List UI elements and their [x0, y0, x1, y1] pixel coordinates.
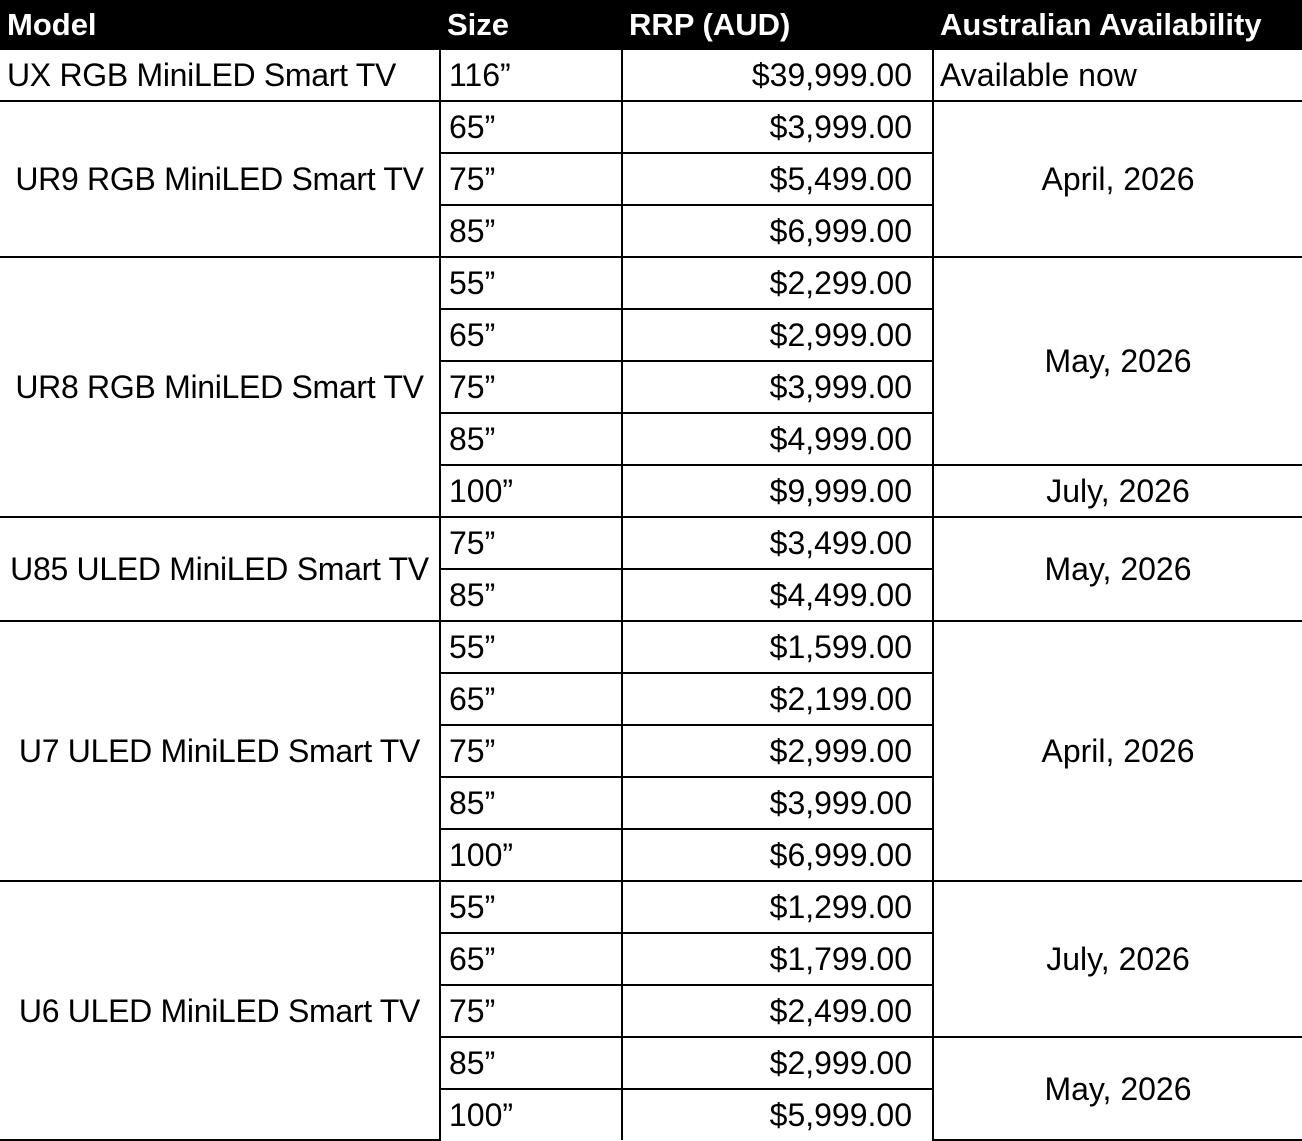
size-cell: 85”	[440, 777, 622, 829]
model-cell: U85 ULED MiniLED Smart TV	[0, 517, 440, 621]
availability-cell: May, 2026	[933, 257, 1302, 465]
size-cell: 55”	[440, 621, 622, 673]
availability-cell: April, 2026	[933, 101, 1302, 257]
price-cell: $9,999.00	[622, 465, 933, 517]
size-cell: 85”	[440, 205, 622, 257]
table-row	[0, 881, 1302, 933]
model-cell: U7 ULED MiniLED Smart TV	[0, 621, 440, 881]
price-cell: $5,999.00	[622, 1089, 933, 1140]
price-cell: $6,999.00	[622, 829, 933, 881]
size-cell: 65”	[440, 101, 622, 153]
header-row	[0, 0, 1302, 50]
size-cell: 85”	[440, 413, 622, 465]
size-cell: 85”	[440, 1037, 622, 1089]
size-cell: 65”	[440, 673, 622, 725]
size-cell: 65”	[440, 933, 622, 985]
price-cell: $1,799.00	[622, 933, 933, 985]
size-cell: 75”	[440, 725, 622, 777]
size-cell: 75”	[440, 517, 622, 569]
price-cell: $2,999.00	[622, 1037, 933, 1089]
size-cell: 100”	[440, 1089, 622, 1140]
price-cell: $2,199.00	[622, 673, 933, 725]
price-cell: $1,599.00	[622, 621, 933, 673]
availability-cell: May, 2026	[933, 517, 1302, 621]
header-size: Size	[440, 0, 622, 50]
size-cell: 100”	[440, 829, 622, 881]
size-cell: 55”	[440, 257, 622, 309]
table-row	[0, 517, 1302, 569]
model-cell: U6 ULED MiniLED Smart TV	[0, 881, 440, 1140]
header-rrp: RRP (AUD)	[622, 0, 933, 50]
size-cell: 55”	[440, 881, 622, 933]
price-cell: $2,299.00	[622, 257, 933, 309]
header-availability: Australian Availability	[933, 0, 1302, 50]
availability-cell: May, 2026	[933, 1037, 1302, 1140]
availability-cell: July, 2026	[933, 465, 1302, 517]
price-cell: $4,999.00	[622, 413, 933, 465]
size-cell: 116”	[440, 50, 622, 101]
price-cell: $4,499.00	[622, 569, 933, 621]
size-cell: 75”	[440, 985, 622, 1037]
model-cell: UR9 RGB MiniLED Smart TV	[0, 101, 440, 257]
size-cell: 85”	[440, 569, 622, 621]
table-row	[0, 101, 1302, 153]
price-cell: $3,999.00	[622, 361, 933, 413]
size-cell: 75”	[440, 361, 622, 413]
price-cell: $1,299.00	[622, 881, 933, 933]
price-cell: $3,999.00	[622, 777, 933, 829]
model-cell: UR8 RGB MiniLED Smart TV	[0, 257, 440, 517]
table-row	[0, 50, 1302, 101]
price-cell: $3,499.00	[622, 517, 933, 569]
price-cell: $2,999.00	[622, 725, 933, 777]
size-cell: 75”	[440, 153, 622, 205]
availability-cell: April, 2026	[933, 621, 1302, 881]
header-model: Model	[0, 0, 440, 50]
availability-cell: July, 2026	[933, 881, 1302, 1037]
table-row	[0, 257, 1302, 309]
price-cell: $5,499.00	[622, 153, 933, 205]
price-cell: $6,999.00	[622, 205, 933, 257]
model-cell: UX RGB MiniLED Smart TV	[0, 50, 440, 101]
size-cell: 65”	[440, 309, 622, 361]
price-cell: $39,999.00	[622, 50, 933, 101]
size-cell: 100”	[440, 465, 622, 517]
availability-cell: Available now	[933, 50, 1302, 101]
price-cell: $2,499.00	[622, 985, 933, 1037]
price-cell: $2,999.00	[622, 309, 933, 361]
price-cell: $3,999.00	[622, 101, 933, 153]
table-row	[0, 621, 1302, 673]
